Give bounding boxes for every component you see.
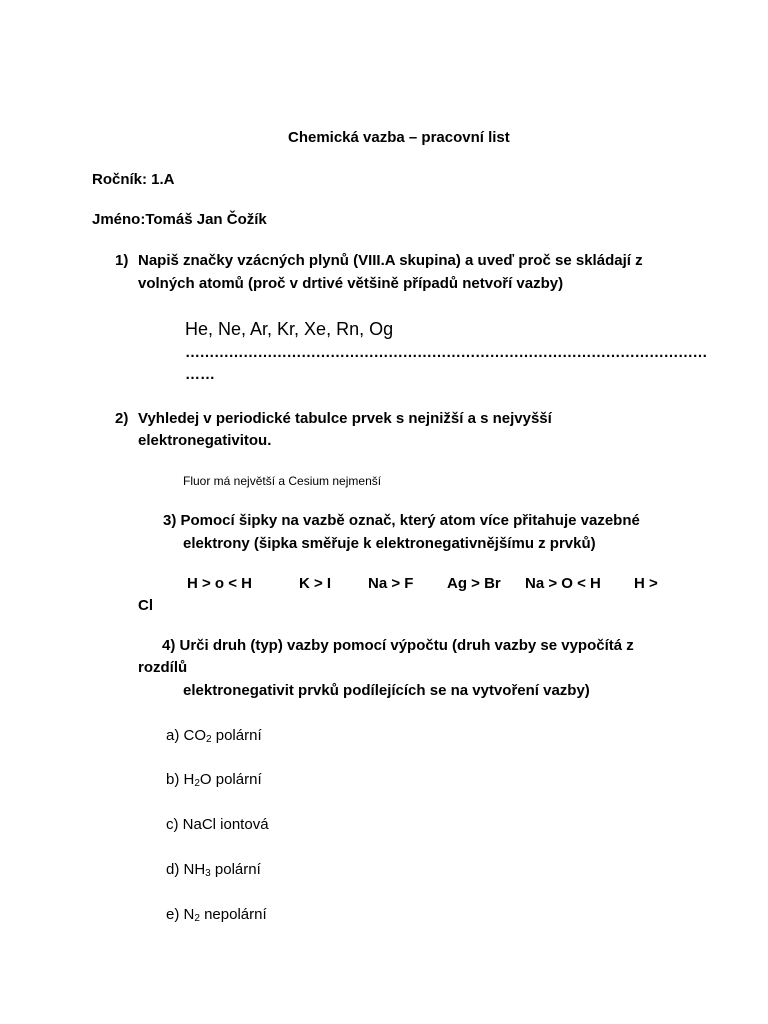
- rocnik-label: Ročník: 1.A: [92, 171, 175, 188]
- q1-text-line2: volných atomů (proč v drtivé většině případů netvoří vazby): [138, 275, 564, 292]
- q1-text-line1: Napiš značky vzácných plynů (VIII.A skupina) a uveď proč se skládají z: [138, 252, 643, 269]
- q3-pair-5: Na > O < H: [525, 575, 601, 592]
- q3-pair-4: Ag > Br: [447, 575, 501, 592]
- q1-answer: He, Ne, Ar, Kr, Xe, Rn, Og: [185, 319, 394, 339]
- q1-dots-line1: ………………………………………………………………………………………………: [185, 344, 707, 361]
- q1-dots-line2: ……: [185, 366, 215, 383]
- q4-text-line3: elektronegativit prvků podílejících se na vytvoření vazby): [183, 682, 590, 699]
- q3-pair-1: H > o < H: [187, 575, 253, 592]
- q4-item-a: a) $CO_2$ polární: [166, 727, 262, 745]
- q4-item-d: d) $NH_3$ polární: [166, 861, 261, 879]
- q2-number: 2): [115, 410, 129, 427]
- q4-item-b: b) $H_2O$ polární: [166, 771, 262, 789]
- q3-text-line1: 3) Pomocí šipky na vazbě označ, který atom více přitahuje vazebné: [163, 512, 640, 529]
- q4-item-e: e) $N_2$ nepolární: [166, 906, 267, 924]
- page-title: Chemická vazba – pracovní list: [288, 129, 510, 146]
- q3-pair-6: H >: [634, 575, 658, 592]
- q2-text-line2: elektronegativitou.: [138, 432, 272, 449]
- q2-text-line1: Vyhledej v periodické tabulce prvek s nejnižší a s nejvyšší: [138, 410, 552, 427]
- q3-pair-3: Na > F: [368, 575, 414, 592]
- q3-pair-2: K > I: [299, 575, 332, 592]
- q1-number: 1): [115, 252, 129, 269]
- q4-text-line2: rozdílů: [138, 659, 188, 676]
- q3-text-line2: elektrony (šipka směřuje k elektronegativnějšímu z prvků): [183, 535, 596, 552]
- q4-item-c: c) NaCl iontová: [166, 816, 269, 833]
- q3-pair-6-wrap: Cl: [138, 597, 153, 614]
- q2-answer: Fluor má největší a Cesium nejmenší: [183, 474, 382, 488]
- jmeno-label: Jméno:Tomáš Jan Čožík: [92, 211, 267, 228]
- q4-text-line1: 4) Urči druh (typ) vazby pomocí výpočtu (druh vazby se vypočítá z: [162, 637, 634, 654]
